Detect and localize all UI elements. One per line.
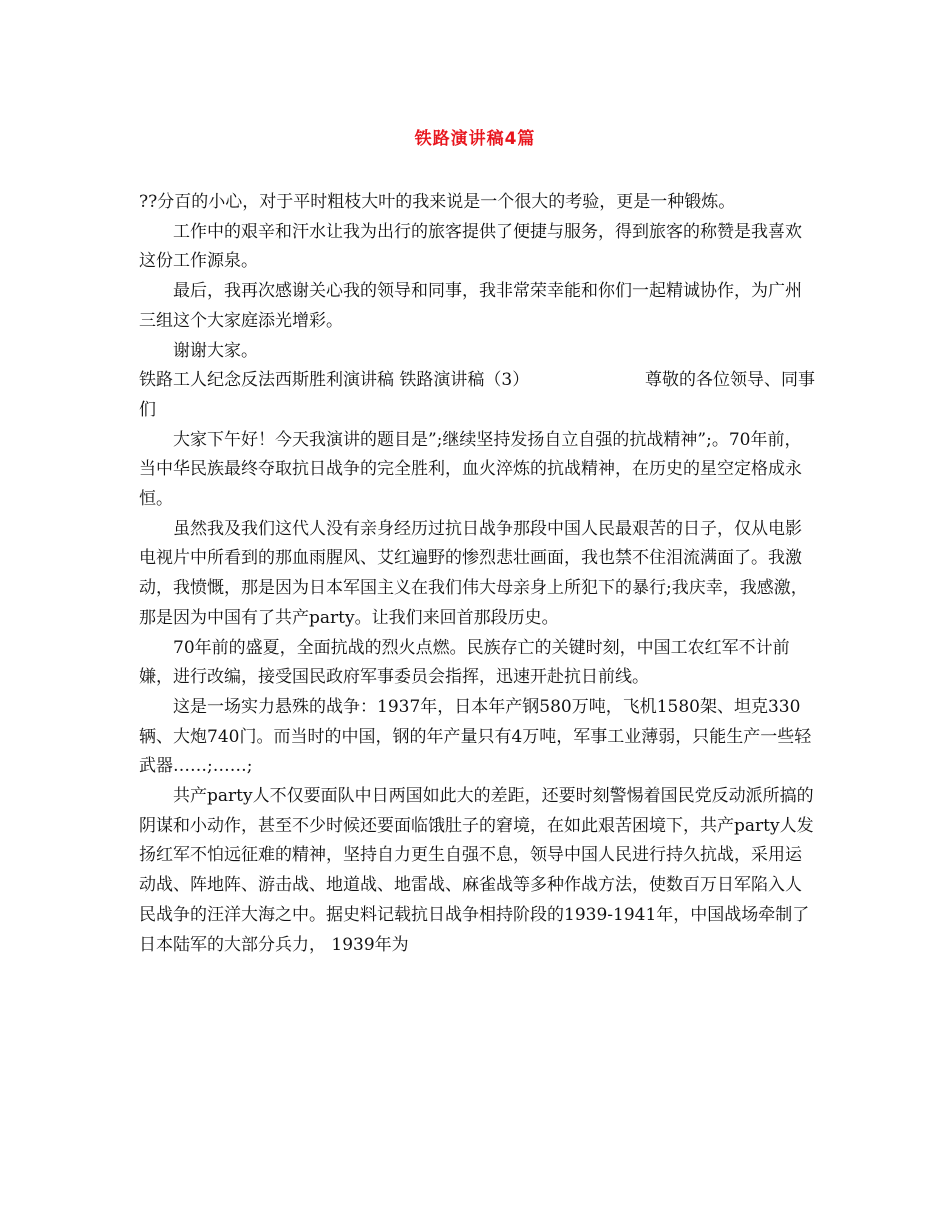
paragraph-9: 共产party人不仅要面队中日两国如此大的差距，还要时刻警惕着国民党反动派所搞的阴谋和小动作，甚至不少时候还要面临饿肚子的窘境，在如此艰苦困境下，共产party人发扬红军不怕远征难的精神，坚持自力更生自强不息，领导中国人民进行持久抗战，采用运动战、阵地阵、游击战、地道战、地雷战、麻雀战等多种作战方法，使数百万日军陷入人民战争的汪洋大海之中。据史料记载抗日战争相持阶段的1939-1941年，中国战场牵制了日本陆军的大部分兵力， 1939年为 <box>139 786 814 955</box>
paragraph-3: 最后，我再次感谢关心我的领导和同事，我非常荣幸能和你们一起精诚协作，为广州三组这个大家庭添光增彩。 <box>139 281 802 331</box>
paragraph-2: 工作中的艰辛和汗水让我为出行的旅客提供了便捷与服务，得到旅客的称赞是我喜欢这份工作源泉。 <box>139 221 802 272</box>
paragraph-5: 大家下午好！今天我演讲的题目是”;继续坚持发扬自立自强的抗战精神”;。70年前，当中华民族最终夺取抗日战争的完全胜利，血火淬炼的抗战精神，在历史的星空定格成永恒。 <box>139 429 802 510</box>
section-heading-continuation: 们 <box>139 399 156 420</box>
paragraph-8: 这是一场实力悬殊的战争：1937年，日本年产钢580万吨，飞机1580架、坦克330辆、大炮740门。而当时的中国，钢的年产量只有4万吨，军事工业薄弱，只能生产一些轻武器……;……; <box>139 696 812 777</box>
paragraph-6: 虽然我及我们这代人没有亲身经历过抗日战争那段中国人民最艰苦的日子，仅从电影电视片中所看到的那血雨腥风、艾红遍野的惨烈悲壮画面，我也禁不住泪流满面了。我激动，我愤慨，那是因为日本军国主义在我们伟大母亲身上所犯下的暴行;我庆幸，我感激，那是因为中国有了共产party。让我们来回首那段历史。 <box>139 518 808 628</box>
document-title: 铁路演讲稿4篇 <box>414 129 536 149</box>
paragraph-1: ??分百的小心，对于平时粗枝大叶的我来说是一个很大的考验，更是一种锻炼。 <box>139 192 736 212</box>
paragraph-7: 70年前的盛夏，全面抗战的烈火点燃。民族存亡的关键时刻，中国工农红军不计前嫌，进行改编，接受国民政府军事委员会指挥，迅速开赴抗日前线。 <box>139 637 790 688</box>
section-heading-line <box>139 366 815 396</box>
section-heading-left: 铁路工人纪念反法西斯胜利演讲稿 铁路演讲稿（3） <box>139 370 530 391</box>
document-body <box>139 188 815 960</box>
paragraph-4: 谢谢大家。 <box>173 340 258 361</box>
section-heading-right: 尊敬的各位领导、同事 <box>645 370 815 391</box>
